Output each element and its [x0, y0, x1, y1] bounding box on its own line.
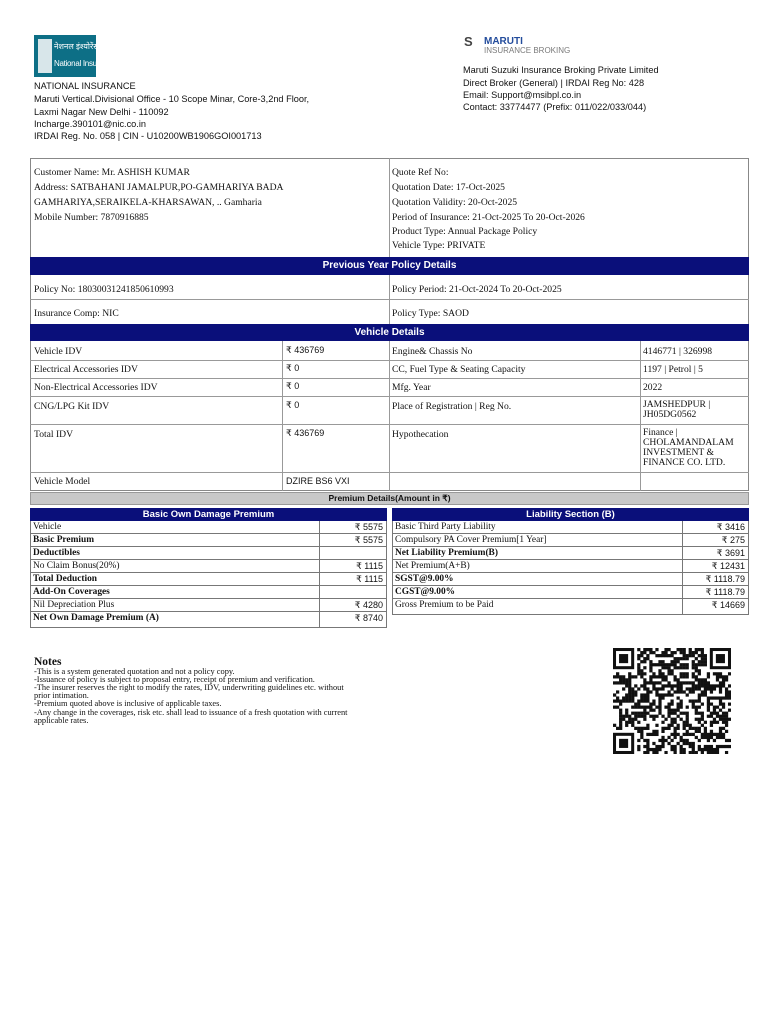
- quote-ref: Quote Ref No:: [392, 167, 449, 178]
- liability-row-label: Net Liability Premium(B): [395, 548, 498, 558]
- registration-value-line1: JAMSHEDPUR |: [643, 399, 711, 410]
- broker-reg: Direct Broker (General) | IRDAI Reg No: 428: [463, 78, 645, 88]
- od-premium-heading: Basic Own Damage Premium: [30, 508, 387, 521]
- table-row: [393, 586, 748, 599]
- previous-policy-period: Policy Period: 21-Oct-2024 To 20-Oct-2025: [392, 284, 562, 295]
- qr-code-icon: [613, 648, 731, 754]
- od-row-label: Deductibles: [33, 548, 80, 558]
- hypothecation-value-line4: FINANCE CO. LTD.: [643, 457, 726, 468]
- maruti-insurance-logo: [464, 36, 594, 56]
- note-line: -Premium quoted above is inclusive of applicable taxes.: [34, 699, 222, 708]
- note-line: -This is a system generated quotation and not a policy copy.: [34, 667, 235, 676]
- vehicle-model-label: Vehicle Model: [34, 476, 91, 487]
- liability-row-value: ₹ 3691: [716, 548, 745, 558]
- electrical-accessories-value: ₹ 0: [286, 363, 300, 373]
- liability-row-value: ₹ 14669: [711, 600, 745, 610]
- non-electrical-accessories-value: ₹ 0: [286, 381, 300, 391]
- insurer-address-line1: Maruti Vertical.Divisional Office - 10 Scope Minar, Core-3,2nd Floor,: [34, 94, 310, 104]
- national-insurance-logo: [34, 35, 116, 77]
- note-line: -Any change in the coverages, risk etc. shall lead to issuance of a fresh quotation with current: [34, 708, 348, 717]
- liability-row-label: Net Premium(A+B): [395, 561, 470, 571]
- liability-row-value: ₹ 1118.79: [705, 587, 745, 597]
- note-line: -The insurer reserves the right to modify the rates, IDV, underwriting guidelines etc. without: [34, 683, 344, 692]
- quote-vehicle-type: Vehicle Type: PRIVATE: [392, 240, 486, 251]
- electrical-accessories-label: Electrical Accessories IDV: [34, 364, 138, 375]
- hypothecation-label: Hypothecation: [392, 429, 449, 440]
- table-row: [393, 521, 748, 534]
- od-row-value: ₹ 1115: [356, 574, 383, 584]
- premium-details-heading: Premium Details(Amount in ₹): [30, 492, 749, 505]
- liability-heading: Liability Section (B): [392, 508, 749, 521]
- table-row: [393, 573, 748, 586]
- insurer-email: Incharge.390101@nic.co.in: [34, 119, 146, 129]
- mfg-year-value: 2022: [643, 382, 663, 393]
- previous-policy-heading: Previous Year Policy Details: [30, 257, 749, 275]
- od-row-label: Vehicle: [33, 522, 62, 532]
- mfg-year-label: Mfg. Year: [392, 382, 431, 393]
- note-line: -Issuance of policy is subject to proposal entry, receipt of premium and verification.: [34, 675, 315, 684]
- broker-email: Email: Support@msibpl.co.in: [463, 90, 582, 100]
- liability-row-value: ₹ 275: [721, 535, 745, 545]
- previous-policy-type: Policy Type: SAOD: [392, 308, 469, 319]
- liability-row-label: CGST@9.00%: [395, 587, 456, 597]
- table-row: [31, 586, 386, 599]
- od-row-label: Nil Depreciation Plus: [33, 600, 115, 610]
- quote-period: Period of Insurance: 21-Oct-2025 To 20-Oct-2026: [392, 212, 585, 223]
- suzuki-s-icon: S: [464, 34, 473, 49]
- total-idv-label: Total IDV: [34, 429, 74, 440]
- hypothecation-value-line1: Finance |: [643, 427, 678, 438]
- insurer-name: NATIONAL INSURANCE: [34, 81, 136, 91]
- customer-name: Customer Name: Mr. ASHISH KUMAR: [34, 167, 190, 178]
- non-electrical-accessories-label: Non-Electrical Accessories IDV: [34, 382, 158, 393]
- od-row-label: No Claim Bonus(20%): [33, 561, 120, 571]
- customer-mobile: Mobile Number: 7870916885: [34, 212, 149, 223]
- liability-row-value: ₹ 12431: [711, 561, 745, 571]
- quote-validity: Quotation Validity: 20-Oct-2025: [392, 197, 518, 208]
- insurer-address-line2: Laxmi Nagar New Delhi - 110092: [34, 107, 169, 117]
- od-row-value: ₹ 8740: [354, 613, 383, 623]
- liability-row-label: SGST@9.00%: [395, 574, 454, 584]
- liability-row-label: Gross Premium to be Paid: [395, 600, 494, 610]
- quote-date: Quotation Date: 17-Oct-2025: [392, 182, 505, 193]
- note-line: applicable rates.: [34, 716, 89, 725]
- od-row-label: Net Own Damage Premium (A): [33, 613, 159, 623]
- table-row: [31, 521, 386, 534]
- broker-logo-sub: INSURANCE BROKING: [484, 46, 571, 55]
- registration-label: Place of Registration | Reg No.: [392, 401, 512, 412]
- insurer-irdai: IRDAI Reg. No. 058 | CIN - U10200WB1906GOI001713: [34, 131, 262, 141]
- previous-insurance-company: Insurance Comp: NIC: [34, 308, 119, 319]
- ni-logo-hindi-text: नेशनल इंश्योरेंस: [54, 42, 99, 51]
- cng-lpg-kit-label: CNG/LPG Kit IDV: [34, 401, 110, 412]
- table-row: [31, 547, 386, 560]
- quote-product: Product Type: Annual Package Policy: [392, 226, 538, 237]
- od-row-label: Basic Premium: [33, 535, 95, 545]
- broker-contact: Contact: 33774477 (Prefix: 011/022/033/044): [463, 102, 647, 112]
- table-row: [393, 547, 748, 560]
- liability-row-value: ₹ 1118.79: [705, 574, 745, 584]
- liability-table: [392, 521, 749, 615]
- table-row: [31, 599, 386, 612]
- customer-address2: GAMHARIYA,SERAIKELA-KHARSAWAN, .. Gamharia: [34, 197, 262, 208]
- table-row: [31, 573, 386, 586]
- broker-name: Maruti Suzuki Insurance Broking Private Limited: [463, 65, 659, 75]
- od-row-value: ₹ 5575: [354, 522, 383, 532]
- cng-lpg-kit-value: ₹ 0: [286, 400, 300, 410]
- od-row-label: Total Deduction: [33, 574, 97, 584]
- vehicle-details-heading: Vehicle Details: [30, 324, 749, 341]
- table-row: [31, 560, 386, 573]
- od-row-value: ₹ 1115: [356, 561, 383, 571]
- table-row: [393, 599, 748, 612]
- table-row: [31, 612, 386, 625]
- od-row-value: ₹ 4280: [354, 600, 383, 610]
- hypothecation-value-line2: CHOLAMANDALAM: [643, 437, 734, 448]
- od-premium-table: [30, 521, 387, 628]
- broker-logo-main: MARUTI: [484, 36, 523, 47]
- table-row: [31, 534, 386, 547]
- notes-title: Notes: [34, 656, 62, 668]
- vehicle-idv-label: Vehicle IDV: [34, 346, 83, 357]
- vehicle-model-value: DZIRE BS6 VXI: [286, 476, 350, 486]
- table-row: [393, 534, 748, 547]
- od-row-value: ₹ 5575: [354, 535, 383, 545]
- registration-value-line2: JH05DG0562: [643, 409, 697, 420]
- customer-address1: Address: SATBAHANI JAMALPUR,PO-GAMHARIYA BADA: [34, 182, 284, 193]
- liability-row-value: ₹ 3416: [716, 522, 745, 532]
- cc-fuel-seating-value: 1197 | Petrol | 5: [643, 364, 703, 375]
- ni-logo-english-text: National Insurance: [54, 59, 116, 68]
- liability-row-label: Compulsory PA Cover Premium[1 Year]: [395, 535, 547, 545]
- previous-policy-no: Policy No: 18030031241850610993: [34, 284, 174, 295]
- engine-chassis-label: Engine& Chassis No: [392, 346, 473, 357]
- hypothecation-value-line3: INVESTMENT &: [643, 447, 714, 458]
- vehicle-idv-value: ₹ 436769: [286, 345, 325, 355]
- liability-row-label: Basic Third Party Liability: [395, 522, 496, 532]
- cc-fuel-seating-label: CC, Fuel Type & Seating Capacity: [392, 364, 526, 375]
- od-row-label: Add-On Coverages: [33, 587, 110, 597]
- note-line: prior intimation.: [34, 691, 89, 700]
- engine-chassis-value: 4146771 | 326998: [643, 346, 713, 357]
- table-row: [393, 560, 748, 573]
- total-idv-value: ₹ 436769: [286, 428, 325, 438]
